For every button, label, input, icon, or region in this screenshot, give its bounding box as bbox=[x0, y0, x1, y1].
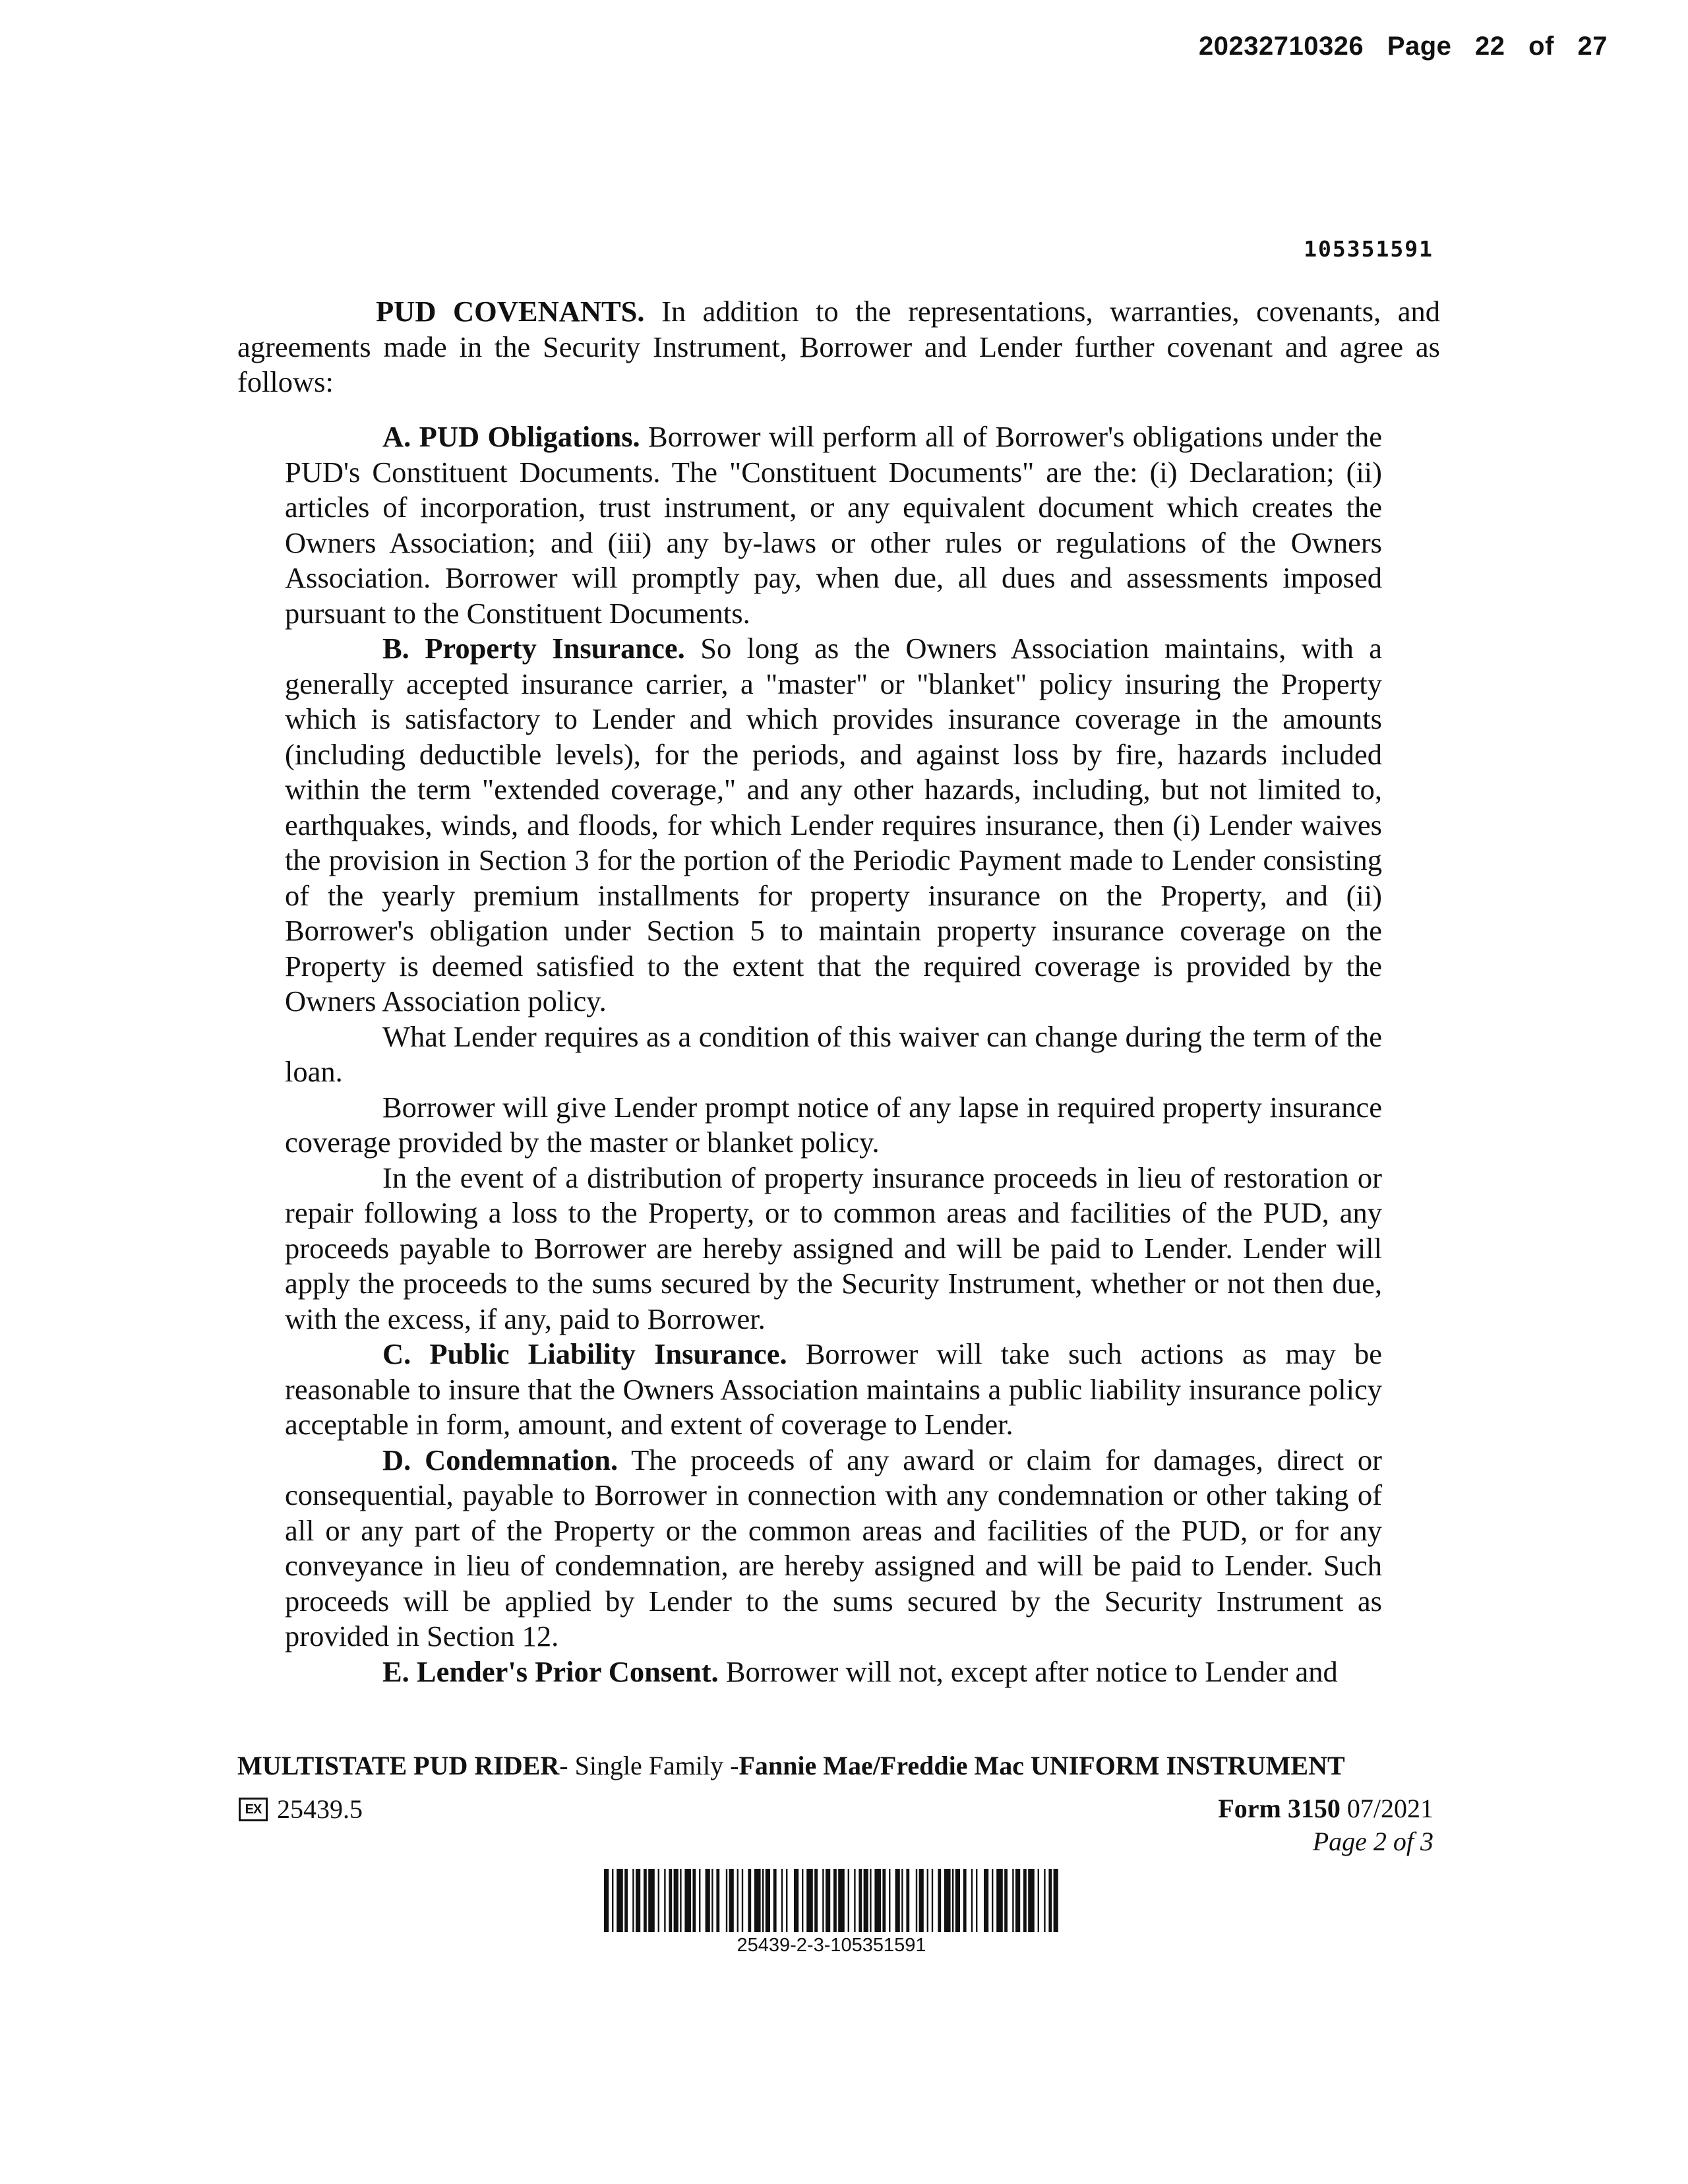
section-heading: C. Public Liability Insurance. bbox=[382, 1337, 787, 1370]
paragraph-distribution bbox=[285, 1161, 1382, 1337]
document-number: 20232710326 bbox=[1198, 32, 1364, 61]
section-text: So long as the Owners Association maintains, with a generally accepted insurance carrier, a "master" or "blanket" policy insuring the Property which is satisfactory to Lender and which provides insurance coverage in the amounts (including deductible levels), for the periods, and against loss by fire, hazards included within the term "extended coverage," and any other hazards, including, but not limited to, earthquakes, winds, and floods, for which Lender requires insurance, then (i) Lender waives the provision in Section 3 for the portion of the Periodic Payment made to Lender consisting of the yearly premium installments for property insurance on the Property, and (ii) Borrower's obligation under Section 5 to maintain property insurance coverage on the Property is deemed satisfied to the extent that the required coverage is provided by the Owners Association policy. bbox=[285, 632, 1382, 1017]
page-of-label: Page 2 of 3 bbox=[1312, 1827, 1433, 1856]
section-text: Borrower will give Lender prompt notice of any lapse in required property insurance coverage provided by the master or blanket policy. bbox=[285, 1090, 1382, 1159]
footer-title-part: Fannie Mae/Freddie Mac UNIFORM INSTRUMENT bbox=[738, 1751, 1345, 1780]
barcode-text: 25439-2-3-105351591 bbox=[737, 1935, 926, 1956]
footer-form-title bbox=[237, 1750, 1391, 1781]
ellie-mae-logo-icon: EX bbox=[239, 1798, 268, 1821]
barcode-icon bbox=[604, 1869, 1059, 1932]
section-text: The proceeds of any award or claim for damages, direct or consequential, payable to Borrower in connection with any condemnation or other taking of all or any part of the Property or the common areas and facilities of the PUD, or for any conveyance in lieu of condemnation, are hereby assigned and will be paid to Lender. Such proceeds will be applied by Lender to the sums secured by the Security Instrument as provided in Section 12. bbox=[285, 1443, 1382, 1653]
section-property-insurance bbox=[285, 631, 1382, 1019]
section-pud-obligations bbox=[285, 419, 1382, 631]
section-text: What Lender requires as a condition of this waiver can change during the term of the loan. bbox=[285, 1019, 1382, 1088]
recording-stamp bbox=[1199, 32, 1608, 61]
section-condemnation bbox=[285, 1443, 1382, 1654]
loan-number: 105351591 bbox=[1304, 236, 1433, 262]
section-text: Borrower will take such actions as may be reasonable to insure that the Owners Association maintains a public liability insurance policy acceptable in form, amount, and extent of coverage to Lender. bbox=[285, 1337, 1382, 1441]
form-code bbox=[239, 1794, 363, 1825]
intro-paragraph bbox=[237, 294, 1440, 400]
section-heading: D. Condemnation. bbox=[382, 1443, 618, 1476]
intro-text: In addition to the representations, warranties, covenants, and agreements made in the Security Instrument, Borrower and Lender further covenant and agree as follows: bbox=[237, 295, 1440, 398]
section-heading: B. Property Insurance. bbox=[382, 632, 685, 665]
form-code-number: 25439.5 bbox=[277, 1794, 363, 1824]
section-text: Borrower will perform all of Borrower's obligations under the PUD's Constituent Documents. The "Constituent Documents" are the: (i) Declaration; (ii) articles of incorporation, trust instrument, or any equivalent document which creates the Owners Association; and (iii) any by-laws or other rules or regulations of the Owners Association. Borrower will promptly pay, when due, all dues and assessments imposed pursuant to the Constituent Documents. bbox=[285, 420, 1382, 630]
form-label: Form 3150 bbox=[1218, 1794, 1341, 1823]
section-heading: E. Lender's Prior Consent. bbox=[382, 1654, 719, 1688]
form-date: 07/2021 bbox=[1346, 1794, 1433, 1823]
section-heading: A. PUD Obligations. bbox=[382, 420, 640, 453]
paragraph-lapse-notice bbox=[285, 1090, 1382, 1161]
section-public-liability bbox=[285, 1337, 1382, 1443]
section-text: In the event of a distribution of property insurance proceeds in lieu of restoration or repair following a loss to the Property, or to common areas and facilities of the PUD, any proceeds payable to Borrower are hereby assigned and will be paid to Lender. Lender will apply the proceeds to the sums secured by the Security Instrument, whether or not then due, with the excess, if any, paid to Borrower. bbox=[285, 1161, 1382, 1335]
form-info bbox=[1218, 1792, 1433, 1858]
section-lender-consent bbox=[285, 1654, 1382, 1690]
page-indicator: Page 22 of 27 bbox=[1387, 32, 1608, 61]
paragraph-waiver-condition bbox=[285, 1019, 1382, 1090]
intro-heading: PUD COVENANTS. bbox=[376, 295, 645, 328]
section-text: Borrower will not, except after notice to Lender and bbox=[718, 1654, 1338, 1688]
footer-title-part: - Single Family - bbox=[559, 1751, 739, 1780]
footer-title-part: MULTISTATE PUD RIDER bbox=[237, 1751, 560, 1780]
covenant-sections bbox=[285, 419, 1382, 1689]
